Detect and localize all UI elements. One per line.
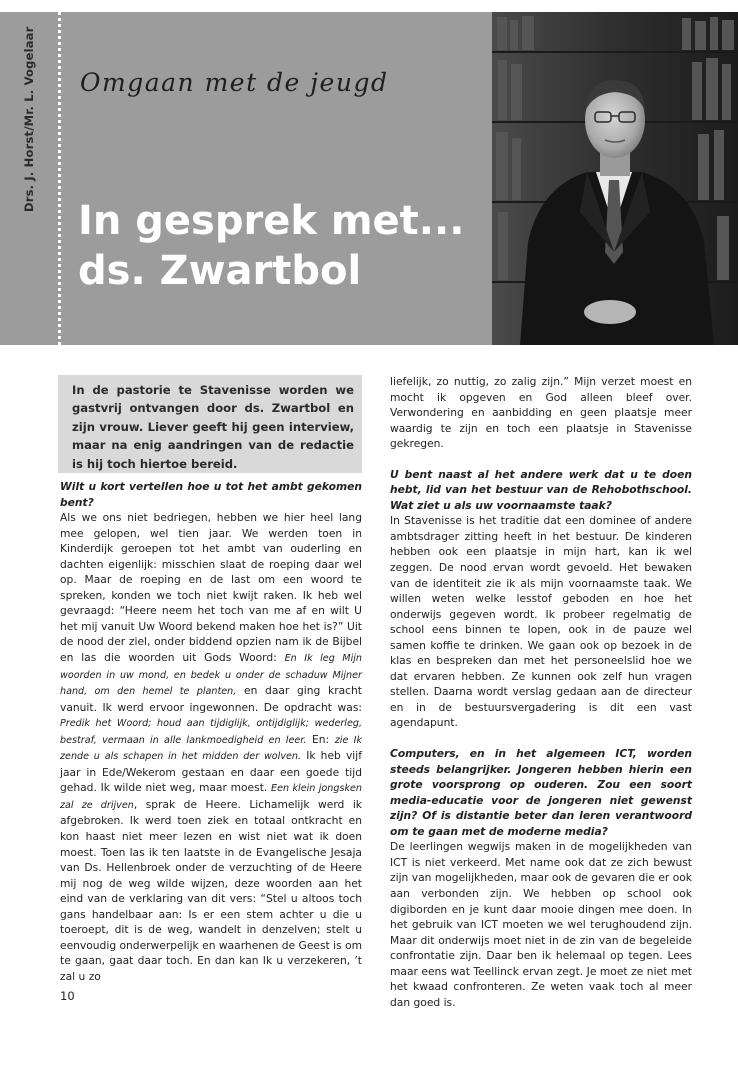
- answer-1: [60, 510, 362, 984]
- question-3: Computers, en in het algemeen ICT, worden steeds belangrijker. Jongeren hebben hierin een grote voorsprong op ouderen. Zou een soort media-educatie voor de jongeren niet gewenst zijn? Of is distantie beter dan leren verantwoord om te gaan met de moderne media?: [390, 747, 692, 838]
- answer-1-text: Ik heb vijf jaar in Ede/Wekerom gestaan en daar een goede tijd gehad. Ik wilde niet weg, maar moest.: [60, 749, 362, 795]
- answer-2: In Stavenisse is het traditie dat een dominee of andere ambtsdrager zitting heeft in het bestuur. De kinderen hebben ook een plaatsje in mijn hart, kan ik wel zeggen. De nood ervan wordt gevoeld. Het bewaken van de identiteit zie ik als mijn voornaamste taak. We willen weten welke lesstof geboden en hoe het onderwijs gegeven wordt. Ik probeer regelmatig de school eens binnen te lopen, ook in de pauze wel samen koffie te drinken. We gaan ook op bezoek in de klas en bespreken dan met het personeelslid hoe we dat ervaren hebben. Ze kunnen ook zelf hun vragen stellen. Daarna wordt verslag gedaan aan de directeur en in de bestuursvergadering is dit een vast agendapunt.: [390, 514, 692, 730]
- dotted-divider: [58, 12, 61, 345]
- left-column: [60, 479, 362, 985]
- scripture-quote: Predik het Woord; houd aan tijdiglijk, ontijdiglijk; wederleg, bestraf, vermaan in alle lankmoedigheid en leer.: [60, 718, 362, 746]
- right-column: [390, 374, 692, 1010]
- section-kicker: Omgaan met de jeugd: [80, 68, 389, 97]
- scripture-quote: En Ik leg Mijn woorden in uw mond, en bedek u onder de schaduw Mijner hand, om den hemel te planten,: [60, 653, 362, 698]
- scripture-quote: Een klein jongsken zal ze drijven: [60, 783, 362, 811]
- portrait-photo: [492, 12, 738, 345]
- article-title: [78, 196, 478, 296]
- title-line-2: ds. Zwartbol: [78, 248, 362, 294]
- author-byline: Drs. J. Horst/Mr. L. Vogelaar: [22, 26, 36, 212]
- question-2: U bent naast al het andere werk dat u te doen hebt, lid van het bestuur van de Rehobothschool. Wat ziet u als uw voornaamste taak?: [390, 467, 692, 512]
- answer-1-continued: liefelijk, zo nuttig, zo zalig zijn.” Mijn verzet moest en mocht ik opgeven en God alleen bleef over. Verwondering en aanbidding en geen plaatsje meer waardig te zijn en toch een plaatsje in Stavenisse gekregen.: [390, 375, 692, 451]
- intro-box: In de pastorie te Stavenisse worden we gastvrij ontvangen door ds. Zwartbol en zijn vrouw. Liever geeft hij geen interview, maar na enig aandringen van de redactie is hij toch hiertoe bereid.: [58, 375, 362, 473]
- title-line-1: In gesprek met...: [78, 198, 465, 244]
- scripture-quote: zie Ik zende u als schapen in het midden der wolven.: [60, 734, 362, 763]
- page-number: 10: [60, 989, 75, 1003]
- answer-1-text: en daar ging kracht vanuit. Ik werd ervoor ingewonnen. De opdracht was:: [60, 684, 362, 714]
- answer-3: De leerlingen wegwijs maken in de mogelijkheden van ICT is niet verkeerd. Met name ook dat ze zich bewust zijn van mogelijkheden, maar ook de gevaren die er ook aan verbonden zijn. We hebben op school ook digiborden en je kunt daar mooie dingen mee doen. In het gebruik van ICT moeten we wel terughoudend zijn. Maar dit onderwijs moet niet in de zin van de begeleide confrontatie zijn. Daar ben ik helemaal op tegen. Lees maar eens wat Teellinck ervan zegt. Je moet ze niet met het kwaad confronteren. Ze weten vaak toch al meer dan goed is.: [390, 840, 692, 1009]
- portrait-illustration: [492, 12, 738, 345]
- answer-1-text: , sprak de Heere. Lichamelijk werd ik afgebroken. Ik werd toen ziek en totaal ontkracht en kon haast niet meer lezen en wist niet wat ik doen moest. Toen las ik ten laatste in de Evangelische Jesaja van Ds. Hellenbroek onder de verzuchting of de Heere mij nog de weg wilde wijzen, deze woorden aan het eind van de verklaring van dit vers: “Stel u altoos toch gans handelbaar aan: Is er een stem achter u die u toeroept, dit is de weg, wandelt in denzelven; stelt u eenvoudig onderwerpelijk en waarhenen de Geest is om te gaan, gaat daar toch. En dan kan Ik u verzekeren, ’t zal u zo: [60, 797, 363, 983]
- question-1: Wilt u kort vertellen hoe u tot het ambt gekomen bent?: [60, 480, 362, 509]
- answer-1-text: Als we ons niet bedriegen, hebben we hier heel lang mee gelopen, wel tien jaar. We werden toen in Kinderdijk geroepen tot het ambt van ouderling en dachten eigenlijk: misschien slaat de roeping daar wel op. Maar de roeping en de last om een woord te spreken, konden we toch niet kwijt raken. Ik heb wel gevraagd: “Heere neem het toch van me af en wilt U het mij vanuit Uw Woord bekend maken hoe het is?” Uit de nood der ziel, onder biddend opzien nam ik de Bijbel en las die woorden uit Gods Woord:: [60, 511, 362, 665]
- answer-1-text: En:: [306, 732, 335, 746]
